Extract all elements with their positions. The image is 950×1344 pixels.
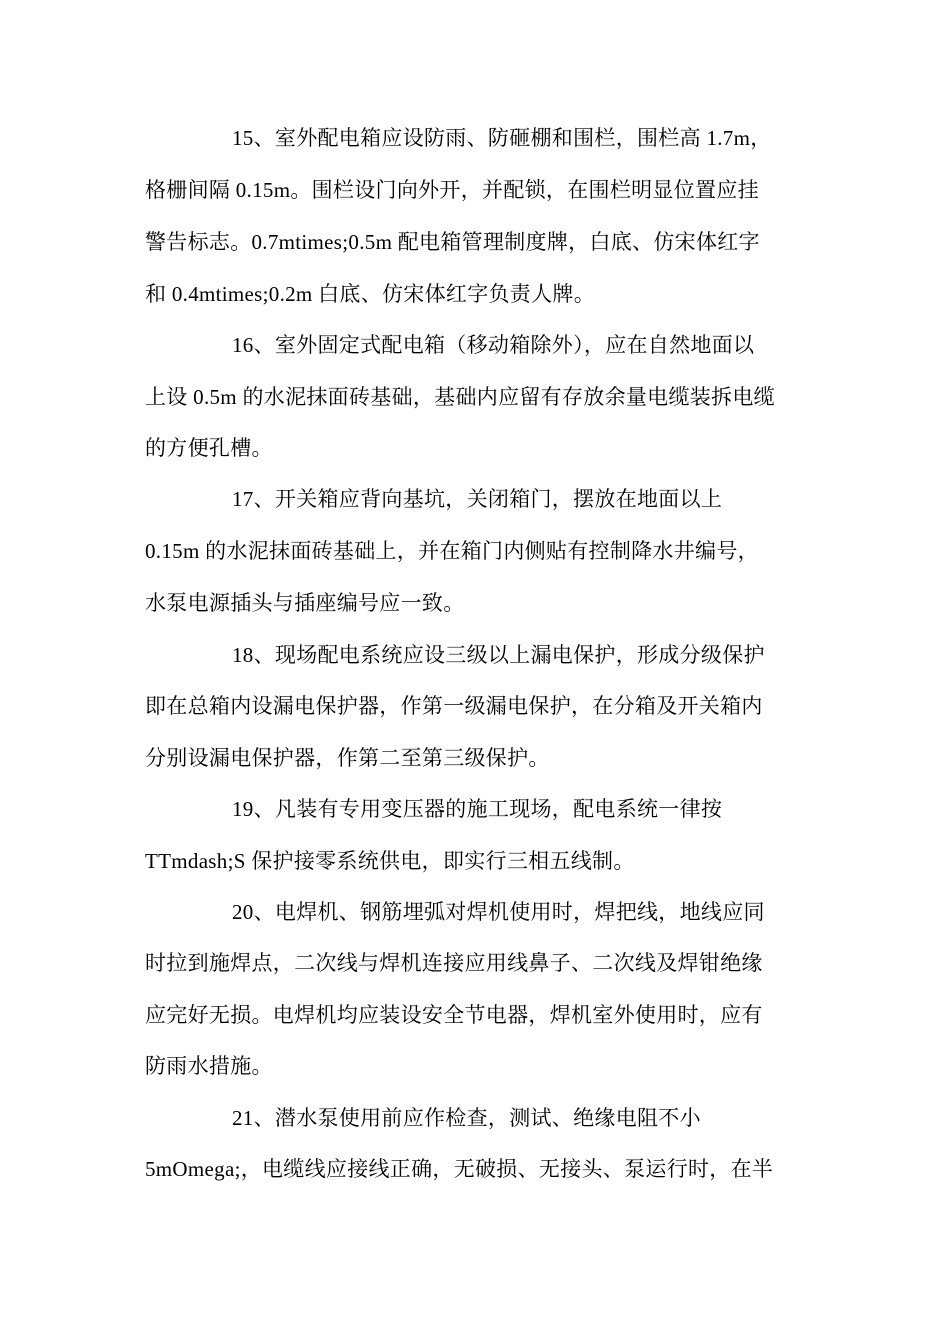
paragraph-17-line-1: 17、开关箱应背向基坑，关闭箱门，摆放在地面以上 [232, 487, 723, 511]
paragraph-15-line-2: 格栅间隔 0.15m。围栏设门向外开，并配锁，在围栏明显位置应挂 [145, 178, 759, 202]
paragraph-20-line-3: 应完好无损。电焊机均应装设安全节电器，焊机室外使用时，应有 [145, 1003, 763, 1027]
paragraph-19-line-1: 19、凡装有专用变压器的施工现场，配电系统一律按 [232, 797, 723, 821]
paragraph-17-line-2: 0.15m 的水泥抹面砖基础上，并在箱门内侧贴有控制降水井编号， [145, 539, 759, 563]
paragraph-21-line-2: 5mOmega;，电缆线应接线正确，无破损、无接头、泵运行时，在半 [145, 1157, 774, 1181]
paragraph-17-line-3: 水泵电源插头与插座编号应一致。 [145, 591, 465, 615]
paragraph-20-line-1: 20、电焊机、钢筋埋弧对焊机使用时，焊把线，地线应同 [232, 900, 765, 924]
paragraph-15-line-1: 15、室外配电箱应设防雨、防砸棚和围栏，围栏高 1.7m， [232, 126, 772, 150]
paragraph-19-line-2: TTmdash;S 保护接零系统供电，即实行三相五线制。 [145, 849, 635, 873]
paragraph-15-line-3: 警告标志。0.7mtimes;0.5m 配电箱管理制度牌，白底、仿宋体红字 [145, 230, 760, 254]
paragraph-16-line-3: 的方便孔槽。 [145, 436, 273, 460]
paragraph-18-line-1: 18、现场配电系统应设三级以上漏电保护，形成分级保护 [232, 643, 765, 667]
paragraph-18-line-2: 即在总箱内设漏电保护器，作第一级漏电保护，在分箱及开关箱内 [145, 694, 763, 718]
paragraph-16-line-1: 16、室外固定式配电箱（移动箱除外），应在自然地面以 [232, 333, 755, 357]
paragraph-15-line-4: 和 0.4mtimes;0.2m 白底、仿宋体红字负责人牌。 [145, 282, 595, 306]
paragraph-18-line-3: 分别设漏电保护器，作第二至第三级保护。 [145, 746, 550, 770]
paragraph-16-line-2: 上设 0.5m 的水泥抹面砖基础，基础内应留有存放余量电缆装拆电缆 [145, 385, 775, 409]
paragraph-21-line-1: 21、潜水泵使用前应作检查，测试、绝缘电阻不小 [232, 1106, 701, 1130]
paragraph-20-line-2: 时拉到施焊点，二次线与焊机连接应用线鼻子、二次线及焊钳绝缘 [145, 951, 763, 975]
paragraph-20-line-4: 防雨水措施。 [145, 1054, 273, 1078]
